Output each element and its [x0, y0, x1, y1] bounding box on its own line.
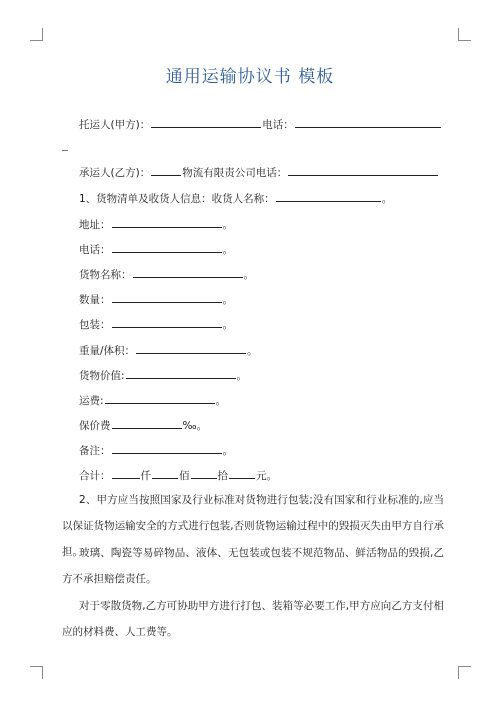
period: 。 [222, 244, 233, 256]
paragraph-mark [62, 150, 68, 151]
total-yuan: 元。 [256, 470, 277, 482]
freight-line [79, 392, 226, 408]
total-shi-blank[interactable] [191, 467, 217, 479]
total-qian-blank[interactable] [112, 467, 140, 479]
period: 。 [222, 219, 233, 231]
period: 。 [247, 345, 258, 357]
insurance-blank[interactable] [112, 417, 182, 429]
period: 。 [381, 193, 393, 205]
shipper-phone-blank[interactable] [295, 116, 441, 128]
weight-volume-blank[interactable] [136, 342, 246, 354]
goods-name-blank[interactable] [133, 266, 243, 278]
carrier-phone-label: 电话： [255, 167, 288, 179]
carrier-line [79, 164, 439, 180]
total-yuan-blank[interactable] [229, 467, 255, 479]
crop-mark-bottom-left [30, 666, 43, 679]
goods-value-blank[interactable] [126, 367, 236, 379]
carrier-company: 物流有限责公司 [182, 167, 256, 179]
section1-text: 1、货物清单及收货人信息：收货人名称： [79, 193, 275, 205]
total-shi: 拾 [217, 470, 228, 482]
period: 。 [215, 395, 227, 407]
remarks-label: 备注： [79, 445, 111, 457]
total-line [79, 467, 277, 483]
insurance-label: 保价费 [79, 420, 111, 432]
weight-volume-line [79, 342, 258, 358]
period: 。 [243, 269, 254, 281]
carrier-label: 承运人(乙方)： [79, 167, 151, 179]
weight-volume-label: 重量/体积： [79, 345, 136, 357]
carrier-phone-blank[interactable] [288, 164, 438, 176]
consignee-phone-label: 电话： [79, 244, 111, 256]
insurance-unit: ‰。 [182, 420, 208, 432]
address-label: 地址： [79, 219, 111, 231]
shipper-name-blank[interactable] [151, 116, 261, 128]
page-title: 通用运输协议书 模板 [165, 67, 335, 87]
crop-mark-top-left [30, 28, 43, 41]
paragraph-bulk-goods: 对于零散货物,乙方可协助甲方进行打包、装箱等必要工作,甲方应向乙方支付相应的材料费、人工费等。 [62, 600, 444, 638]
carrier-name-blank[interactable] [151, 164, 181, 176]
total-label: 合计： [79, 470, 111, 482]
phone-label: 电话： [262, 119, 294, 131]
goods-name-label: 货物名称： [79, 269, 132, 281]
period: 。 [222, 445, 233, 457]
packaging-blank[interactable] [112, 316, 222, 328]
paragraph-fragile: 玻璃、陶瓷等易碎物品、液体、无包装或包装不规范物品、鲜活物品的毁损,乙方不承担赔偿责任。 [62, 547, 444, 585]
crop-mark-top-right [458, 28, 471, 41]
total-qian: 仟 [140, 470, 151, 482]
period: 。 [236, 370, 248, 382]
crop-mark-bottom-right [458, 666, 471, 679]
packaging-line [79, 316, 233, 332]
phone-line [79, 241, 233, 257]
consignee-phone-blank[interactable] [112, 241, 222, 253]
paragraph-packaging: 2、甲方应当按照国家及行业标准对货物进行包装;没有国家和行业标准的,应当以保证货物运输安全的方式进行包装,否则货物运输过程中的毁损灭失由甲方自行承担。 [62, 494, 444, 558]
shipper-label: 托运人(甲方)： [79, 119, 151, 131]
consignee-name-blank[interactable] [276, 190, 381, 202]
packaging-label: 包装： [79, 319, 111, 331]
goods-value-line [79, 367, 247, 383]
address-blank[interactable] [112, 216, 222, 228]
freight-label: 运费: [79, 395, 104, 407]
freight-blank[interactable] [105, 392, 215, 404]
period: 。 [222, 319, 233, 331]
quantity-label: 数量： [79, 294, 111, 306]
address-line [79, 216, 233, 232]
total-bai-blank[interactable] [152, 467, 178, 479]
section1-line [79, 190, 392, 206]
insurance-line [79, 417, 207, 433]
goods-name-line [79, 266, 254, 282]
quantity-line [79, 291, 233, 307]
quantity-blank[interactable] [112, 291, 222, 303]
total-bai: 佰 [179, 470, 190, 482]
remarks-line [79, 442, 233, 458]
goods-value-label: 货物价值: [79, 370, 125, 382]
shipper-line [79, 116, 442, 132]
remarks-blank[interactable] [112, 442, 222, 454]
period: 。 [222, 294, 233, 306]
